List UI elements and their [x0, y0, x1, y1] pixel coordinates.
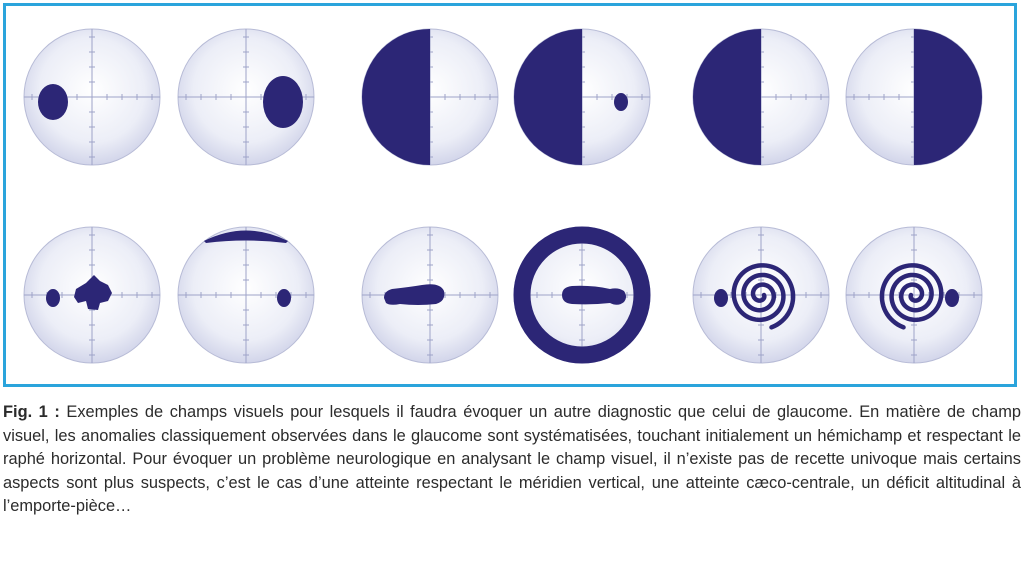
- caption-label: Fig. 1 :: [3, 403, 60, 421]
- field-top-5: [693, 29, 829, 165]
- defect-blind-spot: [38, 84, 68, 120]
- defect-blind-spot: [46, 289, 60, 307]
- field-bottom-6: [846, 227, 982, 363]
- figure-caption: [3, 401, 1021, 519]
- field-bottom-3: [362, 227, 498, 363]
- defect-blind-spot: [945, 289, 959, 307]
- field-top-3: [362, 29, 498, 165]
- field-top-4: [514, 29, 650, 165]
- defect-blind-spot: [714, 289, 728, 307]
- defect-blind-spot: [277, 289, 291, 307]
- field-bottom-4: [514, 227, 650, 363]
- defect-blind-spot: [263, 76, 303, 128]
- field-bottom-5: [693, 227, 829, 363]
- field-bottom-1: [24, 227, 160, 363]
- defect-blind-spot: [614, 93, 628, 111]
- field-top-1: [24, 29, 160, 165]
- defect-ceco-central: [562, 286, 626, 305]
- field-bottom-2: [178, 227, 314, 363]
- caption-text: Exemples de champs visuels pour lesquels il faudra évoquer un autre diagnostic que celui de glaucome. En matière de champ visuel, les anomalies classiquement observées dans le glaucome sont systématisées, touchant initialement un hémichamp et respectant le raphé horizontal. Pour évoquer un problème neurologique en analysant le champ visuel, il n’existe pas de recette univoque mais certains aspects sont plus suspects, c’est le cas d’une atteinte respectant le méridien vertical, une atteinte cæco-centrale, un déficit altitudinal à l’emporte-pièce…: [3, 403, 1021, 516]
- field-top-2: [178, 29, 314, 165]
- field-top-6: [846, 29, 982, 165]
